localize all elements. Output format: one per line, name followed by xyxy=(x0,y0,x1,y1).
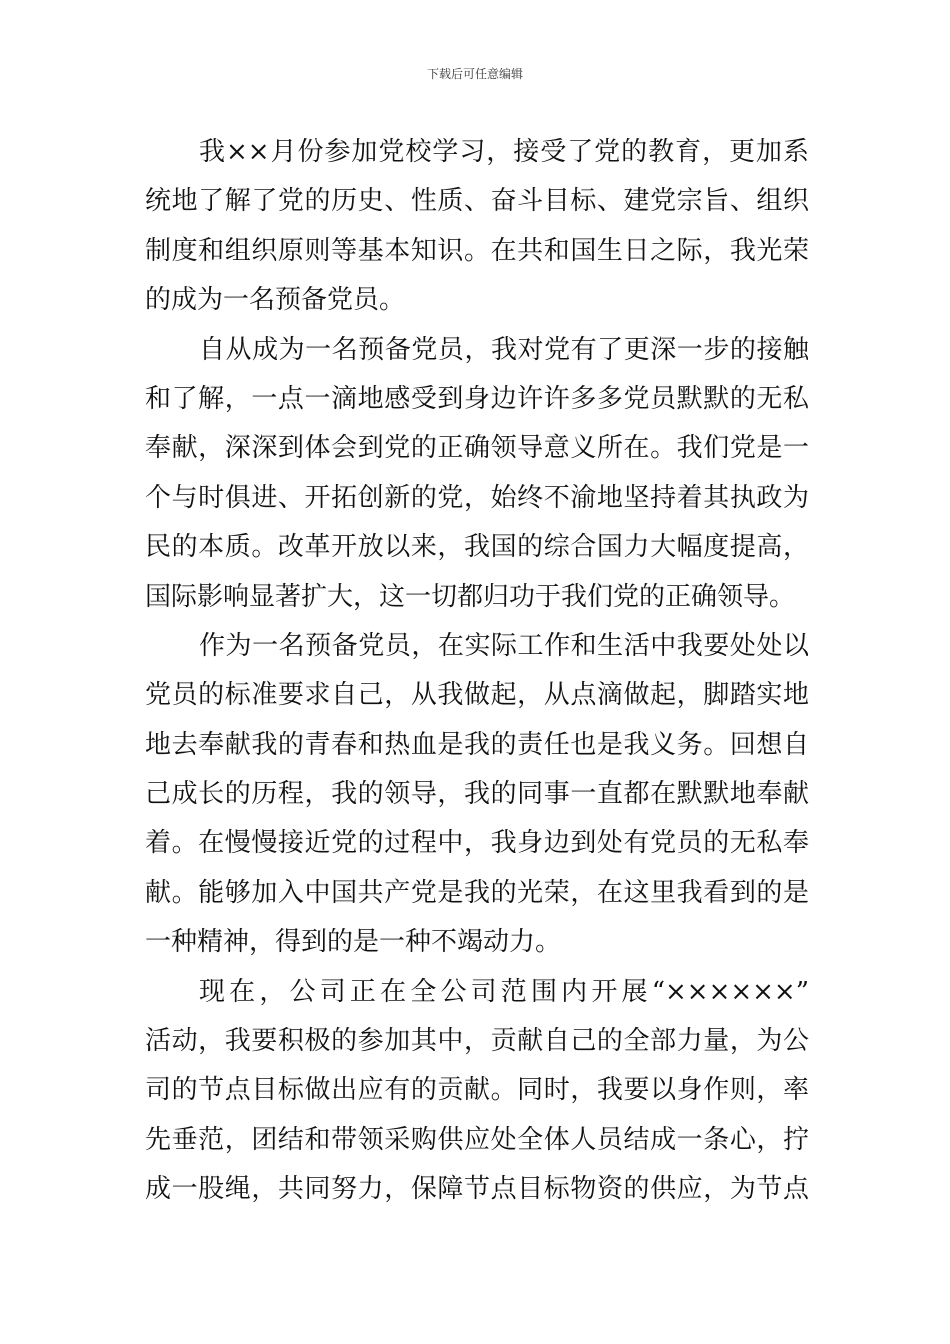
text-line: 和了解，一点一滴地感受到身边许许多多党员默默的无私 xyxy=(145,383,809,414)
text-line: 司的节点目标做出应有的贡献。同时，我要以身作则，率 xyxy=(145,1075,809,1106)
text-line: 民的本质。改革开放以来，我国的综合国力大幅度提高， xyxy=(145,532,809,563)
paragraph-4 xyxy=(145,968,809,1215)
text-line: 成一股绳，共同努力，保障节点目标物资的供应，为节点 xyxy=(145,1174,809,1205)
paragraph-1 xyxy=(145,128,809,326)
text-line: 一种精神，得到的是一种不竭动力。 xyxy=(145,927,562,958)
text-line: 个与时俱进、开拓创新的党，始终不渝地坚持着其执政为 xyxy=(145,482,809,513)
text-line: 自从成为一名预备党员，我对党有了更深一步的接触 xyxy=(199,334,809,365)
text-line: 统地了解了党的历史、性质、奋斗目标、建党宗旨、组织 xyxy=(145,186,809,217)
text-line: 国际影响显著扩大，这一切都归功于我们党的正确领导。 xyxy=(145,581,796,612)
text-line: 献。能够加入中国共产党是我的光荣，在这里我看到的是 xyxy=(145,877,809,908)
text-line: 先垂范，团结和带领采购供应处全体人员结成一条心，拧 xyxy=(145,1124,809,1155)
text-line: 的成为一名预备党员。 xyxy=(145,285,406,316)
text-line: 己成长的历程，我的领导，我的同事一直都在默默地奉献 xyxy=(145,779,809,810)
text-line: 现在，公司正在全公司范围内开展“××××××” xyxy=(199,976,809,1007)
text-line: 制度和组织原则等基本知识。在共和国生日之际，我光荣 xyxy=(145,235,809,266)
text-line: 党员的标准要求自己，从我做起，从点滴做起，脚踏实地 xyxy=(145,680,809,711)
document-body xyxy=(145,128,809,1215)
text-line: 地去奉献我的青春和热血是我的责任也是我义务。回想自 xyxy=(145,729,809,760)
text-line: 活动，我要积极的参加其中，贡献自己的全部力量，为公 xyxy=(145,1026,809,1057)
paragraph-2 xyxy=(145,326,809,622)
text-line: 作为一名预备党员，在实际工作和生活中我要处处以 xyxy=(199,630,809,661)
paragraph-3 xyxy=(145,622,809,968)
text-line: 着。在慢慢接近党的过程中，我身边到处有党员的无私奉 xyxy=(145,828,809,859)
text-line: 我××月份参加党校学习，接受了党的教育，更加系 xyxy=(199,137,809,167)
text-line: 奉献，深深到体会到党的正确领导意义所在。我们党是一 xyxy=(145,433,809,464)
header-note: 下载后可任意编辑 xyxy=(426,67,523,81)
